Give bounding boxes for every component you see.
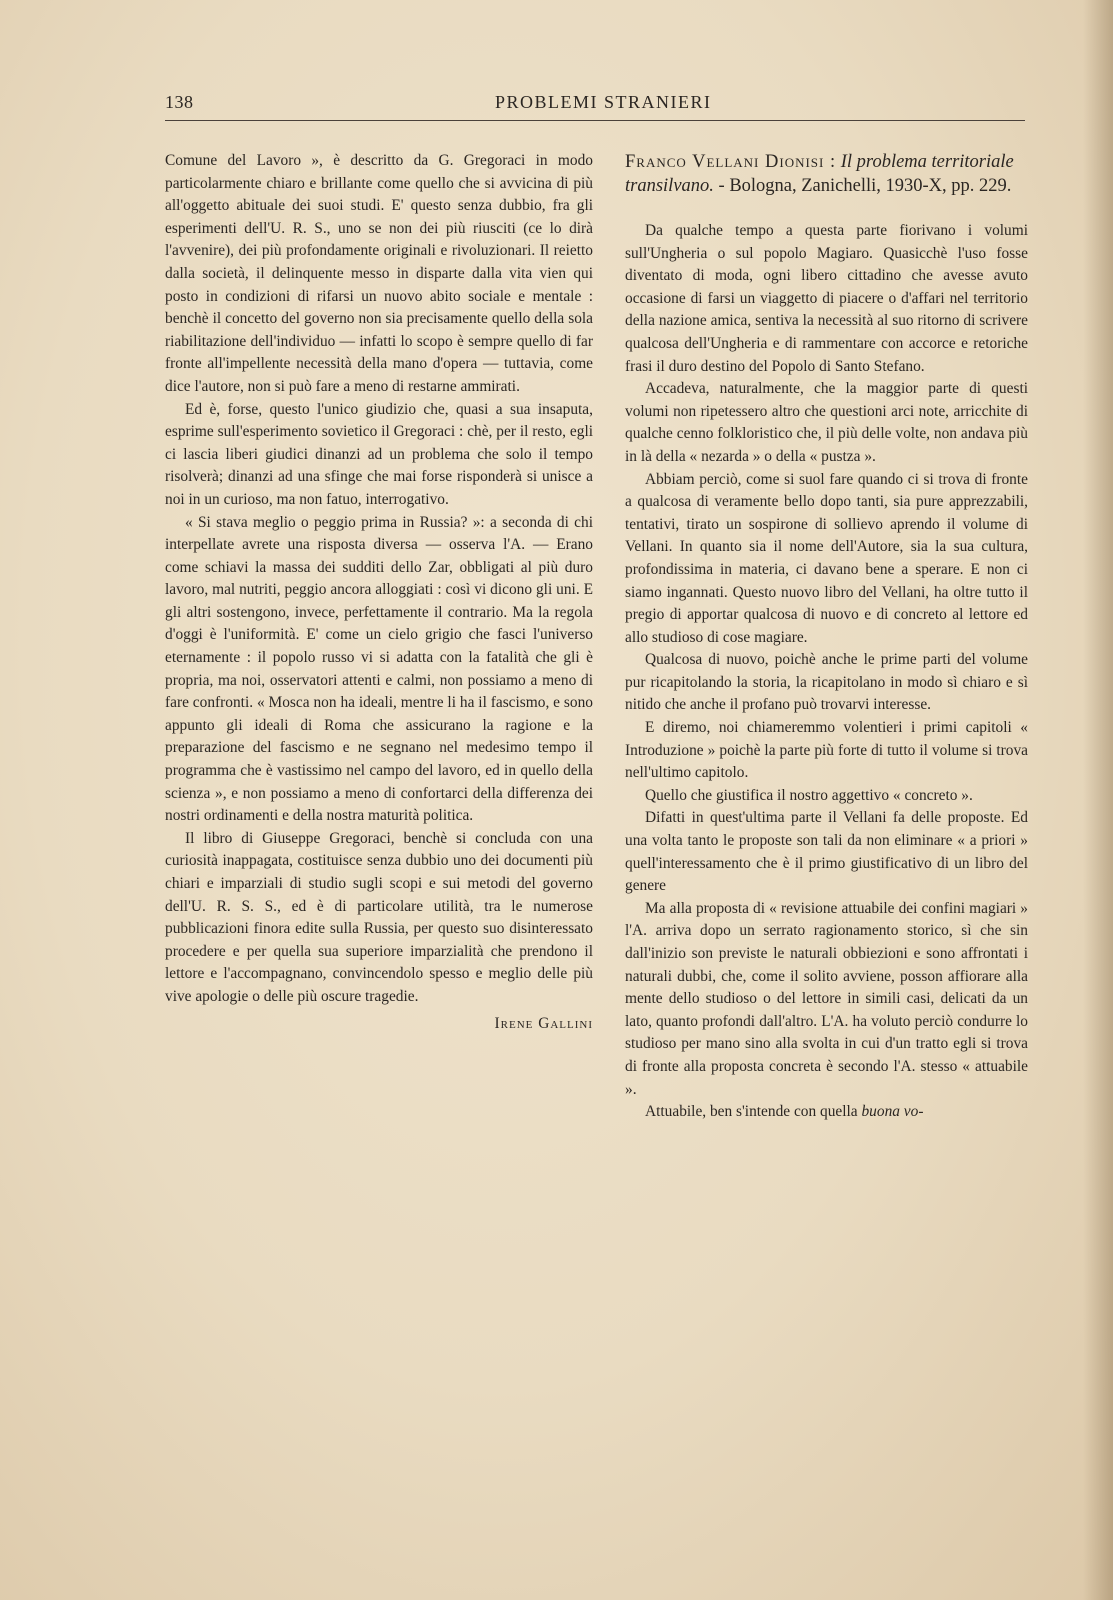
paragraph: E diremo, noi chiameremmo volentieri i primi capitoli « Introduzione » poichè la parte più forte di tutto il volume si trova nell'ultimo capitolo. (625, 719, 1028, 782)
paragraph: Ed è, forse, questo l'unico giudizio che, quasi a sua insaputa, esprime sull'esperimento sovietico il Gregoraci : chè, per il resto, egli ci lascia liberi giudici dinanzi ad un problema che solo il tempo risolverà; dinanzi ad una sfinge che mai forse risponderà si unisce a noi in un curioso, ma non fatuo, interrogativo. (165, 400, 593, 508)
left-column (165, 150, 593, 1035)
paragraph-last-line (625, 1101, 1028, 1124)
paragraph: Difatti in quest'ultima parte il Vellani fa delle proposte. Ed una volta tanto le proposte son tali da non eliminare « a priori » quell'interessamento che è il primo giustificativo di un libro del genere (625, 809, 1028, 895)
paragraph: Accadeva, naturalmente, che la maggior parte di questi volumi non ripetessero altro che questioni arci note, arricchite di qualche cenno folkloristico che, il più delle volte, non andava più in là della « nezarda » o della « pustza ». (625, 380, 1028, 465)
paragraph: Da qualche tempo a questa parte fiorivano i volumi sull'Ungheria o sul popolo Magiaro. Quasicchè l'uso fosse diventato di moda, ogni libero cittadino che avesse avuto occasione di farsi un viaggetto di piacere o d'affari nel territorio della nazione amica, sentiva la necessità al suo ritorno di scrivere qualcosa dell'Ungheria e di rammentare con accorce e retoriche frasi il duro destino del Popolo di Santo Stefano. (625, 222, 1028, 375)
last-line-italic: buona vo- (861, 1103, 924, 1121)
running-head: PROBLEMI STRANIERI (495, 92, 712, 112)
page-header (165, 92, 1025, 122)
right-column (625, 150, 1028, 1124)
review-author: Franco Vellani Dionisi : (625, 152, 837, 172)
paragraph: Quello che giustifica il nostro aggettivo « concreto ». (645, 786, 973, 804)
paragraph: Qualcosa di nuovo, poichè anche le prime parti del volume pur ricapitolando la storia, la ricapitolano in modo sì chiaro e sì nitido che anche il profano può trovarvi interesse. (625, 651, 1028, 714)
review-imprint: - Bologna, Zanichelli, 1930-X, pp. 229. (718, 176, 1012, 196)
paragraph: Il libro di Giuseppe Gregoraci, benchè si concluda con una curiosità inappagata, costituisce senza dubbio uno dei documenti più chiari e imparziali di studio sugli scopi e sui metodi del governo dell'U. R. S. S., ed è di particolare utilità, tra le numerose pubblicazioni finora edite sulla Russia, per questo suo disinteressato procedere e per quella sua superiore imparzialità che prendono il lettore e l'accompagnano, convincendolo spesso e meglio delle più vive apologie o delle più oscure tragedie. (165, 829, 593, 1005)
spacer (625, 198, 1028, 220)
review-heading (625, 150, 1028, 198)
paragraph: Abbiam perciò, come si suol fare quando ci si trova di fronte a qualcosa di veramente bello dopo tanti, sia pure apprezzabili, tentativi, tirato un sospirone di sollievo aprendo il volume di Vellani. In quanto sia il nome dell'Autore, sia la sua cultura, profondissima in materia, ci davano bene a sperare. E non ci siamo ingannati. Questo nuovo libro del Vellani, ha oltre tutto il pregio di apportar qualcosa di nuovo e di concreto al lettore ed allo studioso di cose magiare. (625, 470, 1028, 646)
header-rule (165, 120, 1025, 121)
review-title: Il problema territoriale transilvano. (625, 152, 1014, 196)
last-line-text: Attuabile, ben s'intende con quella (645, 1103, 858, 1121)
page-edge-shadow (1083, 0, 1113, 1600)
paragraph: Ma alla proposta di « revisione attuabile dei confini magiari » l'A. arriva dopo un serrato ragionamento storico, sì che sin dall'inizio son previste le naturali obbiezioni e sono affrontati i naturali dubbi, che, come il solito avviene, posson affiorare alla mente dello studioso o del lettore in simili casi, delicati da un lato, quanto profondi dall'altro. L'A. ha voluto perciò condurre lo studioso per mano sino alla svolta in cui d'un tratto egli si trova di fronte alla proposta concreta è secondo l'A. stesso « attuabile ». (625, 899, 1028, 1098)
paragraph: « Si stava meglio o peggio prima in Russia? »: a seconda di chi interpellate avrete una risposta diversa — osserva l'A. — Erano come schiavi la massa dei sudditi dello Zar, obbligati al più duro lavoro, mal nutriti, peggio ancora alloggiati : così vi dicono gli uni. E gli altri sostengono, invece, perfettamente il contrario. Ma la regola d'oggi è l'uniformità. E' come un cielo grigio che fasci l'universo eternamente : il popolo russo vi si adatta con la fatalità che gli è propria, ma noi, osservatori attenti e calmi, non possiamo a meno di fare confronti. « Mosca non ha ideali, mentre li ha il fascismo, e sono appunto gli ideali di Roma che assicurano la ragione e la preparazione del fascismo e ne segnano nel medesimo tempo il programma che è vastissimo nel campo del lavoro, ed in quello della scienza », e non possiamo a meno di confortarci della differenza dei nostri ordinamenti e della nostra maturità politica. (165, 513, 593, 825)
paragraph: Comune del Lavoro », è descritto da G. Gregoraci in modo particolarmente chiaro e brillante come quello che si avvicina di più all'oggetto abituale dei suoi studi. E' questo senza dubbio, fra gli esperimenti dell'U. R. S., uno se non dei più riusciti (ce lo dirà l'avvenire), dei più profondamente originali e rivoluzionari. Il reietto dalla società, il delinquente messo in disparte dalla vita vien qui posto in condizioni di rifarsi un nuovo abito sociale e mentale : benchè il concetto del governo non sia precisamente quello della sola riabilitazione dell'individuo — infatti lo scopo è sempre quello di far fronte all'impellente necessità della mano d'opera — tuttavia, come dice l'autore, non si può fare a meno di restarne ammirati. (165, 152, 593, 395)
page-number: 138 (165, 92, 194, 112)
signature: Irene Gallini (494, 1014, 593, 1032)
